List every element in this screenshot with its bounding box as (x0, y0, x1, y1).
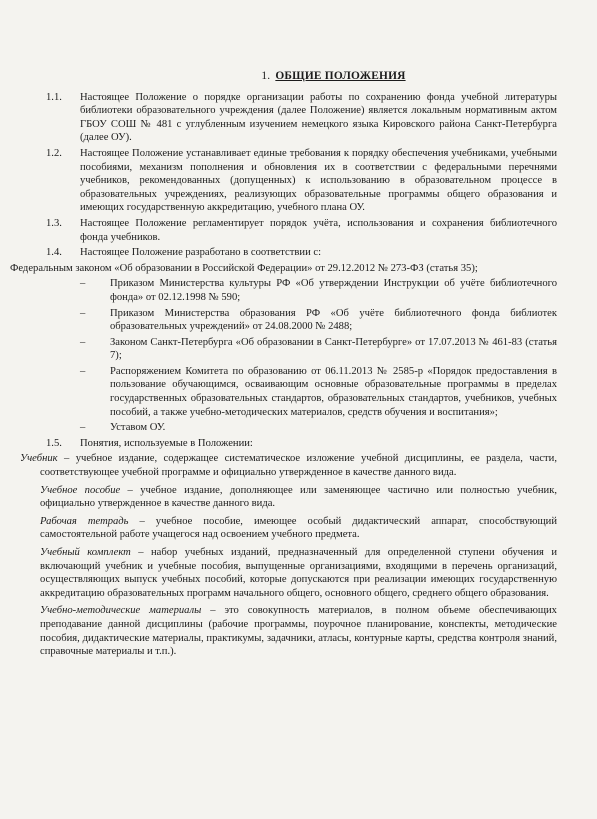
section-number: 1. (261, 70, 271, 82)
section-title (80, 70, 557, 84)
source-item: – Приказом Министерства культуры РФ «Об утверждении Инструкции об учёте библиотечного фонда» от 02.12.1998 № 590; (110, 277, 557, 304)
source-item: – Уставом ОУ. (110, 421, 557, 435)
source-item: – Распоряжением Комитета по образованию от 06.11.2013 № 2585-р «Порядок предоставления в пользование обучающимся, осваивающим основные образовательные программы в пределах государственных образовательных стандартов, образовательных стандартов, учебников, учебных пособий, а также учебно-методических материалов, средств обучения и воспитания»; (110, 365, 557, 419)
definition-term: Учебник (20, 453, 58, 465)
definition-teaching-materials (20, 604, 557, 658)
definition-study-kit (20, 546, 557, 600)
clause-number: 1.3. (46, 217, 62, 229)
clause-text: Настоящее Положение устанавливает единые требования к порядку обеспечения учебниками, учебными пособиями, механизм пополнения и обновления их в соответствии с федеральными перечнями учебников, рекомендованных (допущенных) к использованию в образовательном процессе в образовательных учреждениях, реализующих образовательные программы общего образования и имеющих государственную аккредитацию, учебного плана ОУ. (80, 147, 557, 214)
clause-text: Понятия, используемые в Положении: (80, 437, 253, 449)
definition-term: Учебное пособие (40, 484, 121, 496)
definition-term: Учебно-методические материалы (40, 605, 202, 617)
section-title-text: ОБЩИЕ ПОЛОЖЕНИЯ (275, 70, 406, 82)
clause-1-2 (46, 147, 557, 215)
clause-number: 1.5. (46, 437, 62, 449)
clause-text: Настоящее Положение о порядке организации работы по сохранению фонда учебной литературы библиотеки образовательного учреждения (далее Положение) является локальным нормативным актом ГБОУ СОШ № 481 с углубленным изучением немецкого языка Кировского района Санкт-Петербурга (далее ОУ). (80, 91, 557, 144)
definition-text: – учебное издание, содержащее систематическое изложение учебной дисциплины, ее раздела, части, соответствующее учебной программе и официально утвержденное в качестве данного вида. (40, 453, 557, 479)
definition-text: – набор учебных изданий, предназначенный для определенной ступени обучения и включающий учебник и учебные пособия, выпущенные организациями, входящими в перечень организаций, осуществляющих выпуск учебных пособий, которые допускаются при реализации имеющих государственную аккредитацию образовательных программ начального общего, основного общего, среднего общего образования. (40, 547, 557, 599)
source-item: – Законом Санкт-Петербурга «Об образовании в Санкт-Петербурге» от 17.07.2013 № 461-83 (статья 7); (110, 336, 557, 363)
definition-text: – учебное издание, дополняющее или заменяющее частично или полностью учебник, официально утвержденное в качестве данного вида. (40, 484, 557, 510)
federal-law-reference: Федеральным законом «Об образовании в Российской Федерации» от 29.12.2012 № 273-ФЗ (статья 35); (10, 262, 478, 274)
definition-textbook (20, 452, 557, 479)
clause-1-1 (46, 91, 557, 145)
clause-number: 1.1. (46, 91, 62, 103)
definition-term: Рабочая тетрадь (40, 515, 129, 527)
clause-text: Настоящее Положение разработано в соответствии с: (80, 247, 322, 259)
definition-study-guide (20, 484, 557, 511)
clause-number: 1.2. (46, 147, 62, 159)
clause-1-4 (46, 246, 557, 260)
source-item: – Приказом Министерства образования РФ «Об учёте библиотечного фонда библиотек образовательных учреждений» от 24.08.2000 № 2488; (110, 307, 557, 334)
clause-1-5 (46, 437, 557, 451)
definition-text: – учебное пособие, имеющее особый дидактический аппарат, способствующий самостоятельной работе учащегося над освоением учебного предмета. (40, 515, 558, 541)
clause-1-3 (46, 217, 557, 244)
definition-workbook (20, 515, 557, 542)
clause-number: 1.4. (46, 247, 62, 259)
definition-text: – это совокупность материалов, в полном объеме обеспечивающих преподавание данной дисциплины (рабочие программы, поурочное планирование, конспекты, методические пособия, дидактические материалы, практикумы, задачники, атласы, контурные карты, средства контроля знаний, справочные материалы и т.п.). (40, 605, 557, 658)
sources-list (76, 277, 557, 435)
clause-text: Настоящее Положение регламентирует порядок учёта, использования и сохранения библиотечного фонда учебников. (80, 217, 557, 243)
definition-term: Учебный комплект (40, 547, 131, 558)
